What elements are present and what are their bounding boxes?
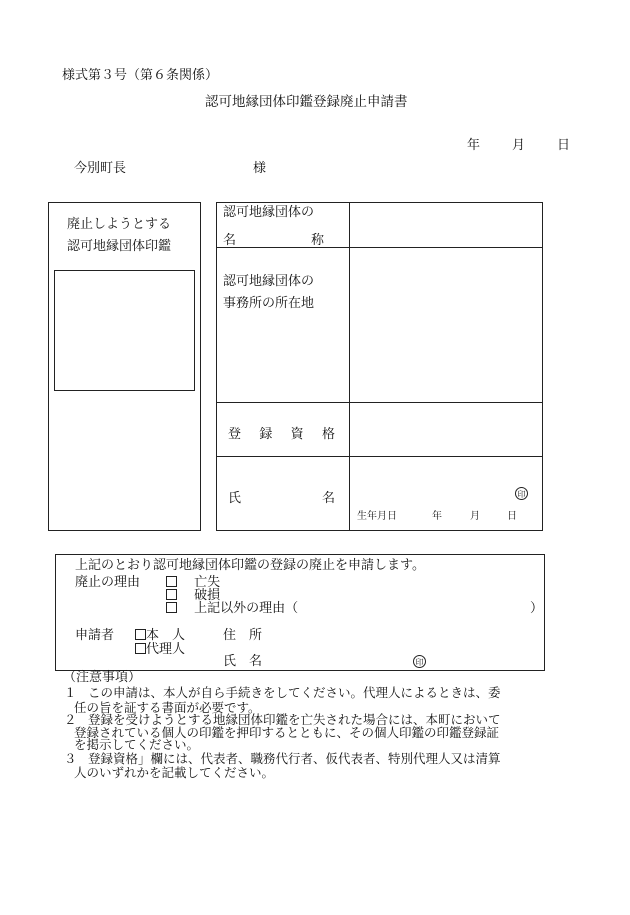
date-day-label: 日 xyxy=(557,138,571,153)
name-label-char: 氏 xyxy=(228,491,242,506)
group-name-field[interactable] xyxy=(350,203,542,247)
qualification-label-char: 格 xyxy=(321,427,335,442)
seal-label-line1: 廃止しようとする xyxy=(67,217,172,232)
applicant-address-field[interactable] xyxy=(275,627,535,643)
seal-mark-icon: 印 xyxy=(413,655,426,668)
qualification-field[interactable] xyxy=(350,403,542,456)
date-year-label: 年 xyxy=(467,138,481,153)
seal-label-line2: 認可地縁団体印鑑 xyxy=(67,239,172,254)
office-label-line2: 事務所の所在地 xyxy=(223,296,315,311)
note-line: この申請は、本人が自ら手続きをしてください。代理人によるときは、委 xyxy=(88,685,501,700)
representative-name-field[interactable] xyxy=(350,457,542,505)
applicant-label: 申請者 xyxy=(75,628,115,643)
seal-mark-icon: 印 xyxy=(515,487,528,500)
checkbox-icon[interactable] xyxy=(135,643,146,654)
birth-day-label: 日 xyxy=(507,511,517,522)
birthdate-label: 生年月日 xyxy=(357,511,397,522)
reason-text: 破損 xyxy=(194,588,221,603)
reason-text: 上記以外の理由（ xyxy=(194,601,299,616)
checkbox-icon[interactable] xyxy=(166,602,177,613)
note-line: を掲示してください。 xyxy=(74,737,200,752)
note-line: 人のいずれかを記載してください。 xyxy=(74,764,275,780)
reason-label: 廃止の理由 xyxy=(75,575,141,590)
applicant-name-label: 氏 名 xyxy=(223,654,263,669)
applicant-address-label: 住 所 xyxy=(223,628,263,643)
addressee-honorific: 様 xyxy=(253,161,267,176)
reason-close-paren: ） xyxy=(530,601,544,616)
office-label-line1: 認可地縁団体の xyxy=(223,274,315,289)
group-name-label-line2 xyxy=(223,229,324,248)
checkbox-icon[interactable] xyxy=(166,589,177,600)
name-label xyxy=(228,487,335,506)
qualification-label-char: 登 xyxy=(228,427,242,442)
notes-heading: （注意事項） xyxy=(63,670,142,685)
group-name-label-char: 名 xyxy=(223,233,237,248)
qualification-label xyxy=(228,423,335,442)
application-statement: 上記のとおり認可地縁団体印鑑の登録の廃止を申請します。 xyxy=(75,558,425,573)
qualification-label-char: 録 xyxy=(259,427,273,442)
addressee-name: 今別町長 xyxy=(74,161,127,176)
applicant-option-agent[interactable] xyxy=(135,643,185,658)
form-number: 様式第３号（第６条関係） xyxy=(62,68,219,83)
checkbox-icon[interactable] xyxy=(166,576,177,587)
note-line: 登録されている個人の印鑑を押印するとともに、その個人印鑑の印鑑登録証 xyxy=(74,724,500,740)
seal-impression-area[interactable] xyxy=(54,270,195,391)
note-line: 登録資格」欄には、代表者、職務代行者、仮代表者、特別代理人又は清算 xyxy=(88,751,501,766)
form-title: 認可地縁団体印鑑登録廃止申請書 xyxy=(205,94,408,110)
date-month-label: 月 xyxy=(512,138,526,153)
reason-option-other[interactable] xyxy=(166,602,298,617)
applicant-name-field[interactable] xyxy=(275,653,405,669)
birth-month-label: 月 xyxy=(470,511,480,522)
applicant-option-text: 本 人 xyxy=(146,628,186,643)
office-address-field[interactable] xyxy=(350,248,542,402)
other-reason-field[interactable] xyxy=(320,601,525,617)
applicant-option-text: 代理人 xyxy=(146,642,186,657)
group-name-label-char: 称 xyxy=(310,233,324,248)
name-label-char: 名 xyxy=(321,491,335,506)
group-name-label-line1: 認可地縁団体の xyxy=(223,205,315,220)
note-number: １ xyxy=(64,685,77,700)
qualification-label-char: 資 xyxy=(290,427,304,442)
reason-text: 亡失 xyxy=(194,575,221,590)
note-line: 登録を受けようとする地縁団体印鑑を亡失された場合には、本町において xyxy=(88,712,501,727)
note-line: 任の旨を証する書面が必要です。 xyxy=(74,699,261,715)
birth-year-label: 年 xyxy=(432,511,442,522)
checkbox-icon[interactable] xyxy=(135,629,146,640)
note-number: ３ xyxy=(64,751,77,766)
note-number: ２ xyxy=(64,712,77,727)
